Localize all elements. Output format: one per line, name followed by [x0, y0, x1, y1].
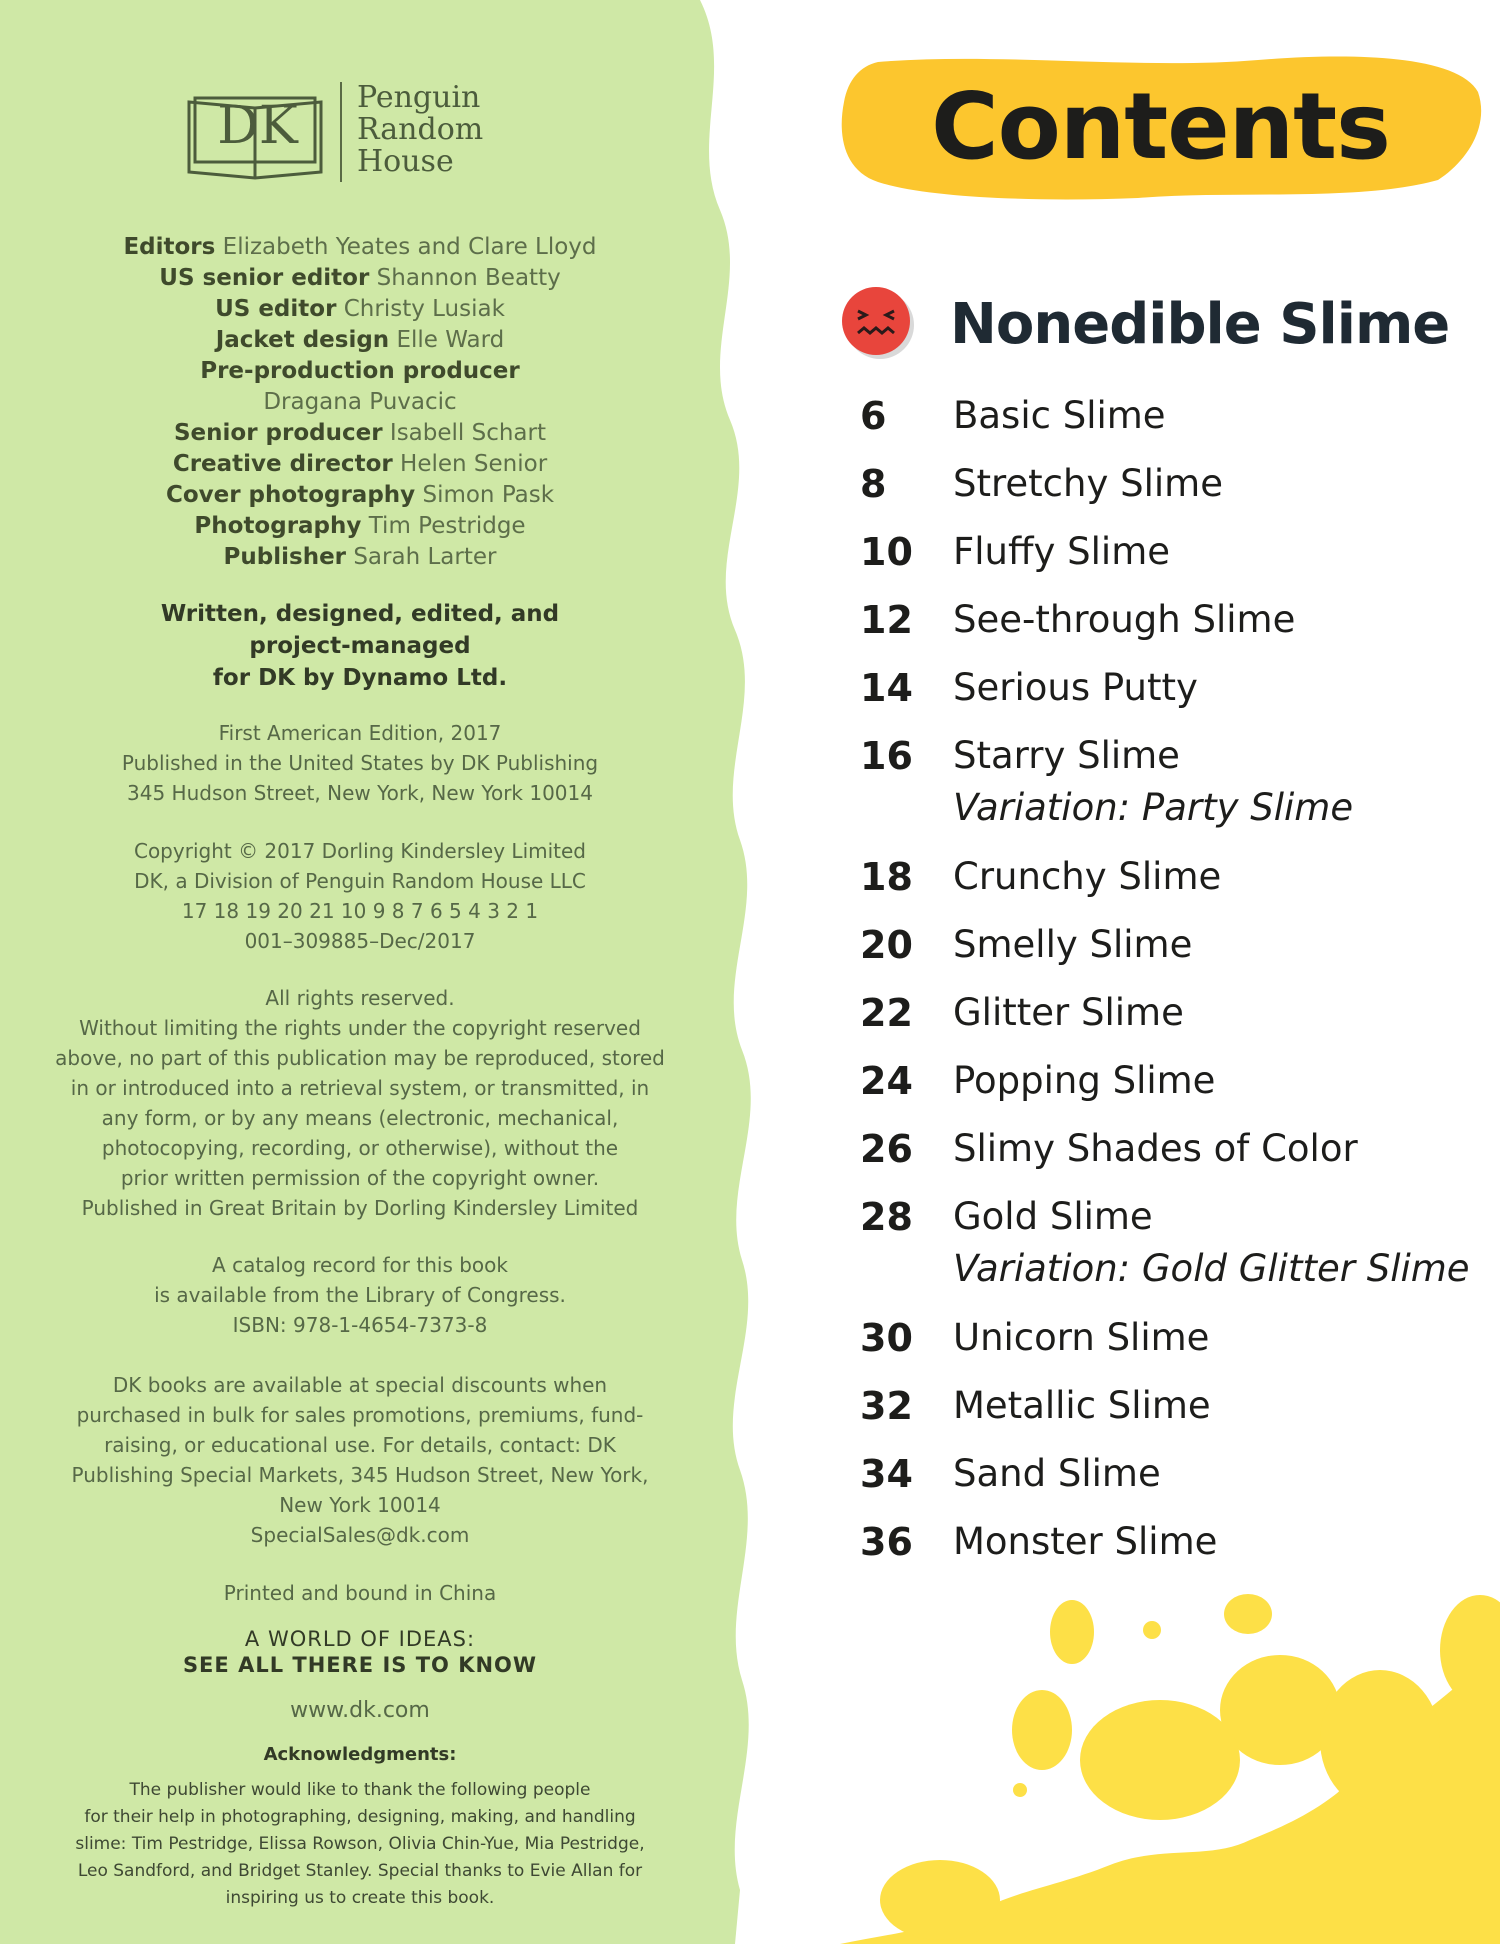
- credit-name: Elle Ward: [396, 327, 505, 353]
- website-link[interactable]: www.dk.com: [290, 1698, 430, 1723]
- credit-line: [55, 387, 665, 418]
- copyright-info: Copyright © 2017 Dorling Kindersley Limited DK, a Division of Penguin Random House LLC 17 18 19 20 21 10 9 8 7 6 5 4 3 2 1 001–309885–Dec/2017: [133, 839, 587, 953]
- credit-role: US editor: [215, 296, 337, 322]
- table-of-contents: [860, 390, 1480, 1584]
- toc-title: Crunchy Slime: [953, 855, 1222, 898]
- credit-role: Editors: [123, 234, 216, 260]
- credit-role: Creative director: [172, 451, 393, 477]
- credits-list: [55, 232, 665, 573]
- contents-heading: Contents: [931, 73, 1390, 180]
- catalog-record: A catalog record for this book is available from the Library of Congress. ISBN: 978-1-4654-7373-8: [154, 1253, 566, 1337]
- toc-page-number: 28: [860, 1195, 913, 1239]
- rights-notice: All rights reserved. Without limiting the rights under the copyright reserved above, no part of this publication may be reproduced, stored in or introduced into a retrieval system, or transmitted, in any form, or by any means (electronic, mechanical, photocopying, recording, or otherwise), without the prior written permission of the copyright owner. Published in Great Britain by Dorling Kindersley Limited: [55, 986, 665, 1220]
- written-by-note: Written, designed, edited, and project-managed for DK by Dynamo Ltd.: [160, 601, 560, 691]
- toc-title: Glitter Slime: [953, 991, 1184, 1034]
- special-discounts: DK books are available at special discounts when purchased in bulk for sales promotions, premiums, fund- raising, or educational use. For details, contact: DK Publishing Special Markets, 345 Hudson Street, New York, New York 10014 SpecialSales@dk.com: [55, 1370, 665, 1550]
- toc-entry[interactable]: [860, 1123, 1480, 1191]
- special-sales-email[interactable]: SpecialSales@dk.com: [250, 1523, 470, 1547]
- toc-title: Monster Slime: [953, 1520, 1218, 1563]
- publisher-logo: [185, 82, 585, 192]
- credit-name: Sarah Larter: [353, 544, 497, 570]
- toc-page-number: 6: [860, 394, 887, 438]
- credit-line: [55, 232, 665, 263]
- toc-page-number: 10: [860, 530, 913, 574]
- toc-title: Unicorn Slime: [953, 1316, 1210, 1359]
- toc-page-number: 24: [860, 1059, 913, 1103]
- section-title: Nonedible Slime: [950, 292, 1450, 357]
- toc-page-number: 30: [860, 1316, 913, 1360]
- toc-page-number: 34: [860, 1452, 913, 1496]
- toc-variation: Variation: Gold Glitter Slime: [953, 1247, 1470, 1290]
- toc-page-number: 32: [860, 1384, 913, 1428]
- printed-in: Printed and bound in China: [223, 1581, 497, 1605]
- credit-role: Publisher: [223, 544, 347, 570]
- toc-entry[interactable]: [860, 1380, 1480, 1448]
- toc-title: Stretchy Slime: [953, 462, 1223, 505]
- toc-title: Metallic Slime: [953, 1384, 1211, 1427]
- toc-entry[interactable]: [860, 1191, 1480, 1312]
- penguin-random-house-wordmark: Penguin Random House: [357, 80, 484, 179]
- toc-title: Serious Putty: [953, 666, 1198, 709]
- toc-title: Smelly Slime: [953, 923, 1193, 966]
- toc-page-number: 12: [860, 598, 913, 642]
- credit-line: [55, 449, 665, 480]
- toc-page-number: 22: [860, 991, 913, 1035]
- toc-page-number: 14: [860, 666, 913, 710]
- toc-title: See-through Slime: [953, 598, 1296, 641]
- acknowledgments-heading: Acknowledgments:: [263, 1744, 457, 1765]
- credit-line: [55, 511, 665, 542]
- toc-entry[interactable]: [860, 1055, 1480, 1123]
- credit-name: Dragana Puvacic: [263, 389, 457, 415]
- toc-entry[interactable]: [860, 1312, 1480, 1380]
- credit-line: [55, 356, 665, 387]
- toc-title: Popping Slime: [953, 1059, 1216, 1102]
- edition-info: First American Edition, 2017 Published in the United States by DK Publishing 345 Hudson Street, New York, New York 10014: [121, 721, 599, 805]
- toc-entry[interactable]: [860, 526, 1480, 594]
- credit-line: [55, 294, 665, 325]
- toc-page-number: 18: [860, 855, 913, 899]
- credit-name: Tim Pestridge: [368, 513, 526, 539]
- credit-name: Elizabeth Yeates and Clare Lloyd: [222, 234, 597, 260]
- toc-entry[interactable]: [860, 987, 1480, 1055]
- imprint-column: [55, 0, 665, 1944]
- toc-title: Gold Slime: [953, 1195, 1153, 1238]
- credit-line: [55, 325, 665, 356]
- credit-line: [55, 418, 665, 449]
- toc-page-number: 16: [860, 734, 913, 778]
- toc-entry[interactable]: [860, 1516, 1480, 1584]
- credit-role: Cover photography: [165, 482, 416, 508]
- toc-entry[interactable]: [860, 851, 1480, 919]
- acknowledgments-text: The publisher would like to thank the following people for their help in photographing, designing, making, and handling slime: Tim Pestridge, Elissa Rowson, Olivia Chin-Yue, Mia Pestridge, Leo Sandford, and Bridget Stanley. Special thanks to Evie Allan for inspiring us to create this book.: [75, 1780, 645, 1908]
- credit-role: US senior editor: [159, 265, 370, 291]
- credit-name: Shannon Beatty: [376, 265, 561, 291]
- toc-page-number: 8: [860, 462, 887, 506]
- toc-title: Starry Slime: [953, 734, 1180, 777]
- toc-entry[interactable]: [860, 919, 1480, 987]
- toc-title: Basic Slime: [953, 394, 1166, 437]
- credit-name: Helen Senior: [400, 451, 548, 477]
- yellow-slime-splash: [780, 1590, 1500, 1944]
- credit-role: Pre-production producer: [200, 358, 520, 384]
- credit-role: Jacket design: [215, 327, 390, 353]
- toc-title: Sand Slime: [953, 1452, 1161, 1495]
- toc-title: Fluffy Slime: [953, 530, 1171, 573]
- dk-logo-lettering: DK: [217, 96, 298, 156]
- credit-line: [55, 263, 665, 294]
- credit-name: Simon Pask: [422, 482, 555, 508]
- tagline: A WORLD OF IDEAS: SEE ALL THERE IS TO KNOW: [182, 1627, 538, 1677]
- credit-line: [55, 542, 665, 573]
- toc-entry[interactable]: [860, 458, 1480, 526]
- credit-name: Christy Lusiak: [343, 296, 505, 322]
- toc-entry[interactable]: [860, 662, 1480, 730]
- toc-page-number: 26: [860, 1127, 913, 1171]
- toc-page-number: 20: [860, 923, 913, 967]
- toc-entry[interactable]: [860, 594, 1480, 662]
- credit-name: Isabell Schart: [389, 420, 546, 446]
- grimace-face-icon: [838, 283, 916, 361]
- credit-role: Senior producer: [173, 420, 383, 446]
- toc-page-number: 36: [860, 1520, 913, 1564]
- toc-title: Slimy Shades of Color: [953, 1127, 1358, 1170]
- credit-line: [55, 480, 665, 511]
- logo-divider: [340, 82, 342, 182]
- toc-entry[interactable]: [860, 390, 1480, 458]
- toc-entry[interactable]: [860, 730, 1480, 851]
- credit-role: Photography: [194, 513, 362, 539]
- toc-variation: Variation: Party Slime: [953, 786, 1354, 829]
- toc-entry[interactable]: [860, 1448, 1480, 1516]
